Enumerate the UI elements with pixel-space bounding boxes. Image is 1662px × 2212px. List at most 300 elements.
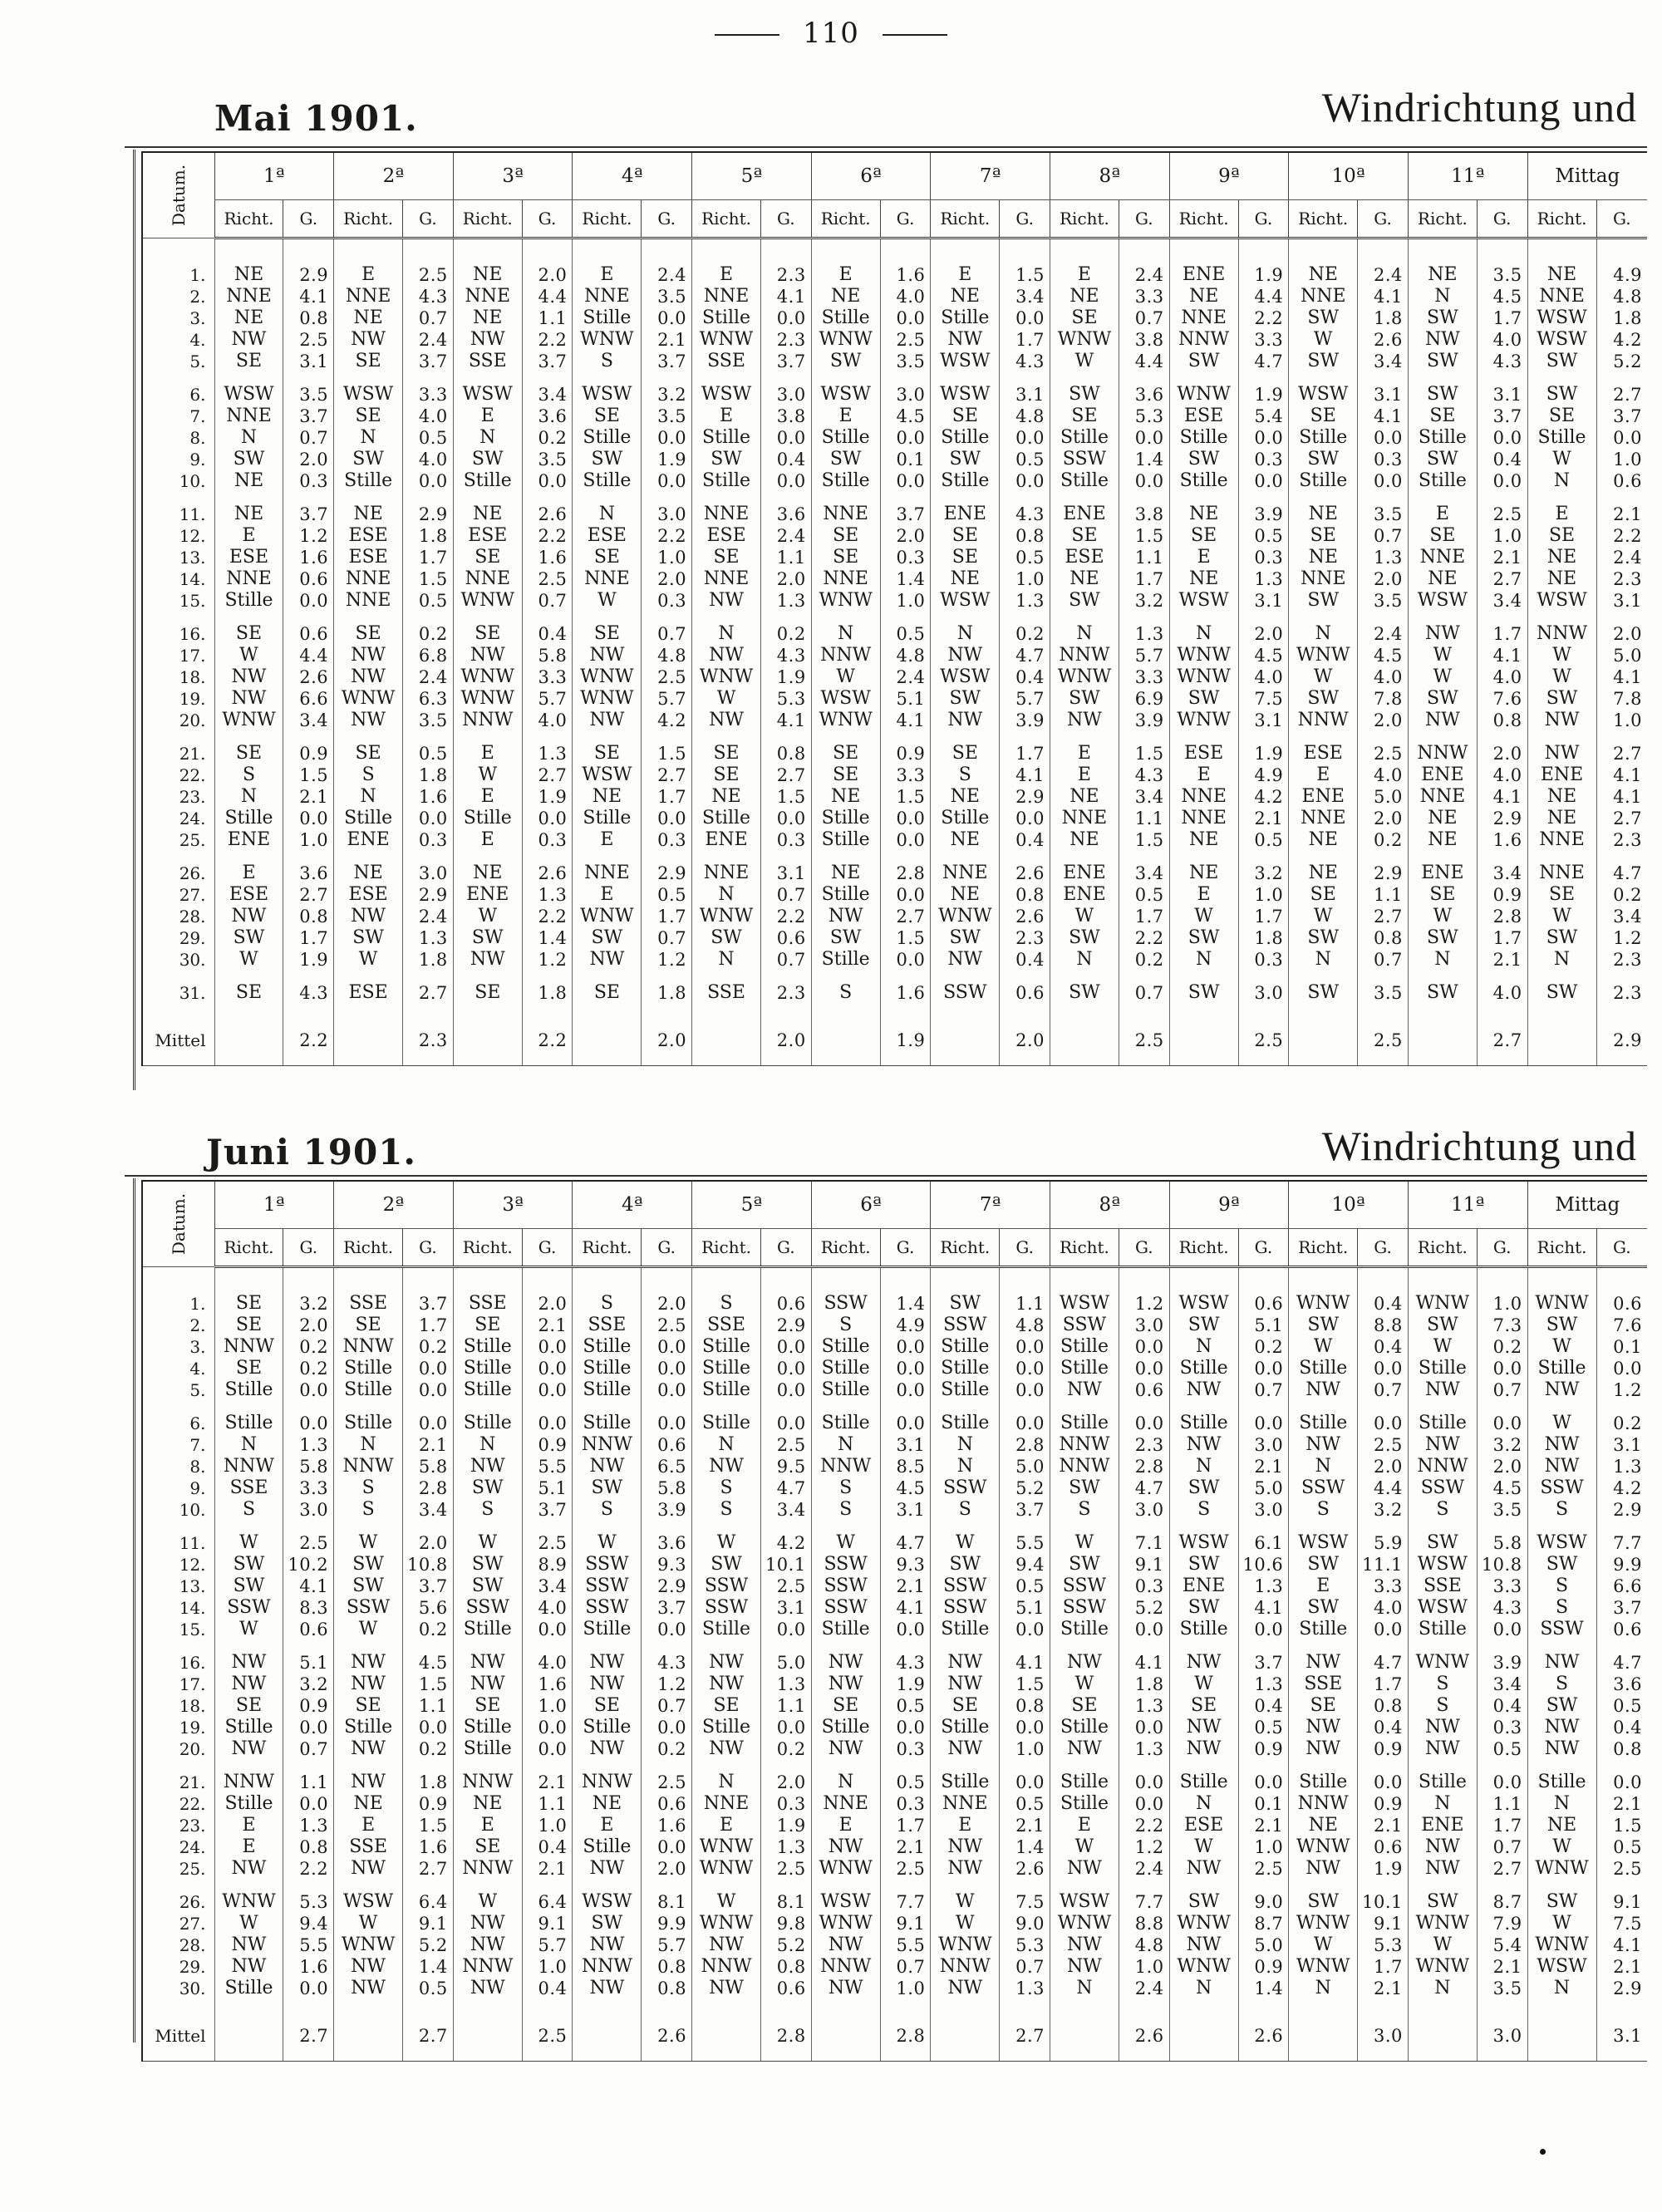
direction-cell: N xyxy=(573,504,642,525)
mittel-value: 2.5 xyxy=(522,2011,573,2062)
direction-cell: NNW xyxy=(1408,1456,1477,1477)
speed-cell: 0.0 xyxy=(642,1836,692,1858)
gap-cell xyxy=(1238,1880,1289,1891)
speed-cell: 1.7 xyxy=(642,786,692,808)
direction-cell: SW xyxy=(1408,927,1477,949)
speed-cell: 0.8 xyxy=(761,743,812,764)
speed-cell: 1.3 xyxy=(283,1815,334,1836)
gap-cell xyxy=(1408,612,1477,623)
direction-cell: Stille xyxy=(1527,427,1596,449)
header-richt: Richt. xyxy=(692,1229,761,1267)
speed-cell: 6.5 xyxy=(642,1456,692,1477)
direction-cell: SSW xyxy=(1050,1315,1119,1336)
gap-cell xyxy=(1238,1401,1289,1413)
speed-cell: 2.4 xyxy=(1119,1858,1169,1880)
mittel-empty xyxy=(214,2011,283,2062)
speed-cell: 2.5 xyxy=(880,329,931,351)
header-datum-label: Datum. xyxy=(168,164,189,227)
spacer-cell xyxy=(811,1267,880,1294)
header-richt: Richt. xyxy=(1169,1229,1238,1267)
direction-cell: Stille xyxy=(931,1379,1000,1401)
direction-cell: NW xyxy=(811,1652,880,1674)
speed-cell: 0.6 xyxy=(761,927,812,949)
speed-cell: 6.1 xyxy=(1238,1532,1289,1554)
spacer-cell xyxy=(642,238,692,265)
direction-cell: NE xyxy=(931,286,1000,307)
speed-cell: 0.0 xyxy=(1477,470,1527,492)
speed-cell: 7.8 xyxy=(1596,688,1647,710)
direction-cell: NW xyxy=(1527,1434,1596,1456)
direction-cell: NE xyxy=(453,504,522,525)
speed-cell: 0.2 xyxy=(761,623,812,645)
direction-cell: Stille xyxy=(811,949,880,971)
speed-cell: 1.6 xyxy=(522,547,573,568)
speed-cell: 5.5 xyxy=(283,1934,334,1956)
direction-cell: E xyxy=(214,863,283,884)
direction-cell: ESE xyxy=(334,525,403,547)
direction-cell: Stille xyxy=(1050,1793,1119,1815)
group-gap xyxy=(142,731,1647,743)
speed-cell: 0.0 xyxy=(642,470,692,492)
direction-cell: N xyxy=(692,1434,761,1456)
speed-cell: 4.0 xyxy=(1358,1597,1409,1619)
date-cell: 1. xyxy=(142,264,214,286)
gap-cell xyxy=(1000,731,1050,743)
direction-cell: NW xyxy=(931,949,1000,971)
direction-cell: NW xyxy=(1169,1434,1238,1456)
speed-cell: 0.0 xyxy=(403,808,454,829)
direction-cell: NW xyxy=(334,329,403,351)
direction-cell: SW xyxy=(1408,688,1477,710)
speed-cell: 1.1 xyxy=(403,1695,454,1717)
direction-cell: NW xyxy=(334,906,403,927)
direction-cell: Stille xyxy=(692,1717,761,1738)
speed-cell: 1.4 xyxy=(1000,1836,1050,1858)
speed-cell: 1.0 xyxy=(880,1978,931,1999)
direction-cell: WSW xyxy=(931,351,1000,372)
group-gap xyxy=(142,1640,1647,1652)
gap-cell xyxy=(1289,971,1358,982)
direction-cell: Stille xyxy=(453,1358,522,1379)
mittel-empty xyxy=(453,2011,522,2062)
gap-cell xyxy=(1000,1004,1050,1015)
direction-cell: ESE xyxy=(573,525,642,547)
header-hour: Mittag xyxy=(1527,152,1647,200)
speed-cell: 0.9 xyxy=(403,1793,454,1815)
speed-cell: 4.8 xyxy=(1000,1315,1050,1336)
speed-cell: 0.5 xyxy=(1000,449,1050,470)
gap-cell xyxy=(453,971,522,982)
direction-cell: WSW xyxy=(1408,1554,1477,1575)
speed-cell: 0.0 xyxy=(1358,427,1409,449)
gap-cell xyxy=(142,1401,214,1413)
gap-cell xyxy=(1408,971,1477,982)
gap-cell xyxy=(1358,612,1409,623)
speed-cell: 0.2 xyxy=(403,1619,454,1640)
speed-cell: 0.0 xyxy=(283,1793,334,1815)
dash-left xyxy=(715,34,779,36)
speed-cell: 1.8 xyxy=(403,764,454,786)
direction-cell: WNW xyxy=(692,1836,761,1858)
direction-cell: ENE xyxy=(1289,786,1358,808)
speed-cell: 9.9 xyxy=(1596,1554,1647,1575)
gap-cell xyxy=(1119,1004,1169,1015)
speed-cell: 5.7 xyxy=(522,1934,573,1956)
direction-cell: WNW xyxy=(692,1858,761,1880)
gap-cell xyxy=(811,1401,880,1413)
direction-cell: SW xyxy=(334,927,403,949)
mittel-empty xyxy=(573,1015,642,1066)
speed-cell: 2.0 xyxy=(761,568,812,590)
direction-cell: NE xyxy=(1169,829,1238,851)
speed-cell: 0.7 xyxy=(1238,1379,1289,1401)
speed-cell: 0.7 xyxy=(1477,1836,1527,1858)
direction-cell: SW xyxy=(1289,1315,1358,1336)
direction-cell: Stille xyxy=(811,1379,880,1401)
direction-cell: ESE xyxy=(214,547,283,568)
direction-cell: NE xyxy=(1050,786,1119,808)
gap-cell xyxy=(403,492,454,504)
speed-cell: 2.4 xyxy=(1596,547,1647,568)
speed-cell: 3.6 xyxy=(761,504,812,525)
speed-cell: 1.6 xyxy=(403,1836,454,1858)
speed-cell: 3.9 xyxy=(642,1499,692,1521)
gap-cell xyxy=(573,731,642,743)
speed-cell: 10.1 xyxy=(761,1554,812,1575)
speed-cell: 1.5 xyxy=(283,764,334,786)
group-gap xyxy=(142,1521,1647,1532)
direction-cell: NW xyxy=(573,1978,642,1999)
direction-cell: Stille xyxy=(1408,1619,1477,1640)
speed-cell: 1.3 xyxy=(403,927,454,949)
speed-cell: 0.4 xyxy=(522,623,573,645)
gap-cell xyxy=(1238,1999,1289,2011)
speed-cell: 0.0 xyxy=(880,1717,931,1738)
gap-cell xyxy=(1596,731,1647,743)
direction-cell: WSW xyxy=(1527,307,1596,329)
gap-cell xyxy=(1238,1640,1289,1652)
speed-cell: 4.0 xyxy=(522,710,573,731)
header-hour: 9ª xyxy=(1169,152,1289,200)
direction-cell: NE xyxy=(1289,1815,1358,1836)
direction-cell: SW xyxy=(1169,1477,1238,1499)
direction-cell: WSW xyxy=(811,1891,880,1913)
speed-cell: 2.8 xyxy=(1119,1456,1169,1477)
spacer-cell xyxy=(283,238,334,265)
header-g: G. xyxy=(642,200,692,238)
direction-cell: NNE xyxy=(692,863,761,884)
speed-cell: 3.9 xyxy=(1238,504,1289,525)
direction-cell: N xyxy=(1169,623,1238,645)
speed-cell: 0.0 xyxy=(522,1336,573,1358)
gap-cell xyxy=(453,612,522,623)
gap-cell xyxy=(642,1880,692,1891)
direction-cell: Stille xyxy=(214,1413,283,1434)
speed-cell: 8.8 xyxy=(1119,1913,1169,1934)
direction-cell: Stille xyxy=(1169,1619,1238,1640)
direction-cell: SE xyxy=(1050,406,1119,427)
speed-cell: 0.3 xyxy=(1358,449,1409,470)
direction-cell: NE xyxy=(214,470,283,492)
speed-cell: 2.1 xyxy=(522,1315,573,1336)
gap-cell xyxy=(811,851,880,863)
direction-cell: ESE xyxy=(214,884,283,906)
gap-cell xyxy=(573,1401,642,1413)
direction-cell: Stille xyxy=(573,1379,642,1401)
direction-cell: NNE xyxy=(811,504,880,525)
gap-cell xyxy=(642,1760,692,1772)
direction-cell: NNW xyxy=(811,1456,880,1477)
gap-cell xyxy=(1000,1401,1050,1413)
gap-cell xyxy=(1289,1521,1358,1532)
header-richt: Richt. xyxy=(1527,200,1596,238)
direction-cell: SE xyxy=(1050,307,1119,329)
direction-cell: NNE xyxy=(931,863,1000,884)
speed-cell: 7.5 xyxy=(1596,1913,1647,1934)
direction-cell: W xyxy=(1408,906,1477,927)
direction-cell: SSW xyxy=(1050,1575,1119,1597)
gap-cell xyxy=(1050,612,1119,623)
speed-cell: 2.7 xyxy=(1596,743,1647,764)
direction-cell: SW xyxy=(453,1575,522,1597)
direction-cell: SSW xyxy=(573,1554,642,1575)
speed-cell: 5.7 xyxy=(1119,645,1169,666)
speed-cell: 1.3 xyxy=(761,1674,812,1695)
dash-right xyxy=(883,34,947,36)
speed-cell: 1.9 xyxy=(1358,1858,1409,1880)
table-row xyxy=(142,1499,1647,1521)
direction-cell: NE xyxy=(1289,863,1358,884)
direction-cell: SSW xyxy=(1289,1477,1358,1499)
direction-cell: W xyxy=(1289,906,1358,927)
direction-cell: SSE xyxy=(1289,1674,1358,1695)
direction-cell: N xyxy=(1408,1978,1477,1999)
direction-cell: NW xyxy=(692,710,761,731)
direction-cell: SE xyxy=(1527,884,1596,906)
mittel-empty xyxy=(453,1015,522,1066)
direction-cell: ENE xyxy=(1050,504,1119,525)
speed-cell: 9.4 xyxy=(283,1913,334,1934)
gap-cell xyxy=(811,492,880,504)
speed-cell: 5.1 xyxy=(283,1652,334,1674)
speed-cell: 3.5 xyxy=(1358,504,1409,525)
direction-cell: S xyxy=(1169,1499,1238,1521)
speed-cell: 0.0 xyxy=(403,1379,454,1401)
speed-cell: 2.0 xyxy=(1358,568,1409,590)
direction-cell: SE xyxy=(453,547,522,568)
speed-cell: 2.5 xyxy=(283,1532,334,1554)
speed-cell: 6.9 xyxy=(1119,688,1169,710)
gap-cell xyxy=(453,1640,522,1652)
date-cell: 6. xyxy=(142,384,214,406)
group-gap xyxy=(142,372,1647,384)
speed-cell: 0.3 xyxy=(761,829,812,851)
speed-cell: 1.4 xyxy=(403,1956,454,1978)
spacer-cell xyxy=(334,238,403,265)
gap-cell xyxy=(880,372,931,384)
speed-cell: 2.9 xyxy=(642,1575,692,1597)
direction-cell: Stille xyxy=(811,808,880,829)
speed-cell: 0.0 xyxy=(283,808,334,829)
gap-cell xyxy=(142,1999,214,2011)
speed-cell: 0.0 xyxy=(880,1358,931,1379)
speed-cell: 4.8 xyxy=(1119,1934,1169,1956)
direction-cell: SSE xyxy=(1408,1575,1477,1597)
spacer-cell xyxy=(1477,238,1527,265)
direction-cell: N xyxy=(1169,1793,1238,1815)
direction-cell: NE xyxy=(931,568,1000,590)
mittel-label: Mittel xyxy=(142,1015,214,1066)
speed-cell: 2.1 xyxy=(1358,1978,1409,1999)
speed-cell: 5.2 xyxy=(1596,351,1647,372)
speed-cell: 2.1 xyxy=(522,1772,573,1793)
page-number-text: 110 xyxy=(803,17,859,50)
gap-cell xyxy=(931,1521,1000,1532)
gap-cell xyxy=(1358,1880,1409,1891)
direction-cell: NW xyxy=(1169,1738,1238,1760)
gap-cell xyxy=(1408,1640,1477,1652)
speed-cell: 1.5 xyxy=(403,1815,454,1836)
speed-cell: 0.7 xyxy=(1358,525,1409,547)
speed-cell: 1.3 xyxy=(761,1836,812,1858)
header-g: G. xyxy=(761,200,812,238)
speed-cell: 3.4 xyxy=(403,1499,454,1521)
direction-cell: SE xyxy=(692,764,761,786)
direction-cell: S xyxy=(573,1293,642,1315)
direction-cell: WNW xyxy=(214,1891,283,1913)
direction-cell: SE xyxy=(931,406,1000,427)
table-row xyxy=(142,547,1647,568)
speed-cell: 4.0 xyxy=(1358,764,1409,786)
header-datum-label: Datum. xyxy=(168,1192,189,1256)
speed-cell: 5.1 xyxy=(1000,1597,1050,1619)
speed-cell: 2.7 xyxy=(522,764,573,786)
speed-cell: 0.3 xyxy=(1477,1717,1527,1738)
speed-cell: 2.1 xyxy=(880,1575,931,1597)
gap-cell xyxy=(692,851,761,863)
direction-cell: NE xyxy=(1527,1815,1596,1836)
date-cell: 24. xyxy=(142,1836,214,1858)
speed-cell: 3.7 xyxy=(1596,406,1647,427)
direction-cell: SE xyxy=(573,547,642,568)
speed-cell: 3.9 xyxy=(1119,710,1169,731)
gap-cell xyxy=(522,851,573,863)
header-hour: 3ª xyxy=(453,1181,573,1229)
speed-cell: 0.6 xyxy=(283,568,334,590)
direction-cell: WSW xyxy=(811,384,880,406)
speed-cell: 3.1 xyxy=(1358,384,1409,406)
direction-cell: ENE xyxy=(1169,264,1238,286)
date-cell: 10. xyxy=(142,1499,214,1521)
table-row xyxy=(142,1772,1647,1793)
direction-cell: N xyxy=(1169,1336,1238,1358)
direction-cell: NNE xyxy=(1289,568,1358,590)
direction-cell: SSW xyxy=(931,1575,1000,1597)
date-cell: 20. xyxy=(142,1738,214,1760)
spacer-cell xyxy=(1000,1267,1050,1294)
direction-cell: NE xyxy=(811,863,880,884)
speed-cell: 3.7 xyxy=(642,351,692,372)
section-title-juni: Windrichtung und xyxy=(1321,1123,1637,1169)
spacer-cell xyxy=(1238,238,1289,265)
date-cell: 23. xyxy=(142,1815,214,1836)
speed-cell: 3.1 xyxy=(761,863,812,884)
speed-cell: 3.2 xyxy=(283,1674,334,1695)
direction-cell: Stille xyxy=(334,1413,403,1434)
date-cell: 3. xyxy=(142,1336,214,1358)
direction-cell: NNE xyxy=(1289,286,1358,307)
speed-cell: 0.0 xyxy=(642,808,692,829)
direction-cell: NNE xyxy=(214,286,283,307)
direction-cell: NW xyxy=(692,1978,761,1999)
direction-cell: N xyxy=(931,1434,1000,1456)
direction-cell: NE xyxy=(1169,504,1238,525)
speed-cell: 1.9 xyxy=(761,666,812,688)
gap-cell xyxy=(214,372,283,384)
speed-cell: 2.3 xyxy=(761,264,812,286)
gap-cell xyxy=(214,1999,283,2011)
speed-cell: 4.1 xyxy=(880,1597,931,1619)
speed-cell: 2.0 xyxy=(522,264,573,286)
direction-cell: SW xyxy=(1169,1597,1238,1619)
gap-cell xyxy=(522,1401,573,1413)
speed-cell: 0.7 xyxy=(761,949,812,971)
direction-cell: NW xyxy=(1289,1858,1358,1880)
direction-cell: Stille xyxy=(811,1336,880,1358)
header-g: G. xyxy=(1596,1229,1647,1267)
gap-cell xyxy=(1596,851,1647,863)
speed-cell: 5.3 xyxy=(1000,1934,1050,1956)
direction-cell: NW xyxy=(214,1738,283,1760)
direction-cell: ESE xyxy=(334,884,403,906)
direction-cell: NW xyxy=(573,645,642,666)
speed-cell: 0.6 xyxy=(1596,1619,1647,1640)
direction-cell: NW xyxy=(931,645,1000,666)
direction-cell: SW xyxy=(811,351,880,372)
group-gap xyxy=(142,1999,1647,2011)
gap-cell xyxy=(1527,492,1596,504)
direction-cell: Stille xyxy=(692,1336,761,1358)
direction-cell: N xyxy=(931,623,1000,645)
mittel-value: 2.5 xyxy=(1358,1015,1409,1066)
speed-cell: 0.0 xyxy=(1119,1358,1169,1379)
gap-cell xyxy=(573,851,642,863)
direction-cell: W xyxy=(214,645,283,666)
direction-cell: Stille xyxy=(214,1717,283,1738)
direction-cell: NW xyxy=(1527,710,1596,731)
speed-cell: 2.5 xyxy=(403,264,454,286)
direction-cell: NNE xyxy=(1169,786,1238,808)
direction-cell: W xyxy=(1050,351,1119,372)
speed-cell: 4.2 xyxy=(642,710,692,731)
speed-cell: 0.0 xyxy=(1477,1358,1527,1379)
direction-cell: SW xyxy=(1169,982,1238,1004)
speed-cell: 3.0 xyxy=(403,863,454,884)
mittel-value: 3.0 xyxy=(1358,2011,1409,2062)
speed-cell: 2.1 xyxy=(880,1836,931,1858)
table-row xyxy=(142,1652,1647,1674)
date-cell: 4. xyxy=(142,1358,214,1379)
table-row xyxy=(142,351,1647,372)
month-title-juni: Juni 1901. xyxy=(206,1132,417,1172)
direction-cell: ENE xyxy=(453,884,522,906)
direction-cell: Stille xyxy=(1050,1358,1119,1379)
direction-cell: WNW xyxy=(931,1934,1000,1956)
date-cell: 18. xyxy=(142,1695,214,1717)
mittel-value: 2.2 xyxy=(522,1015,573,1066)
header-hours-row xyxy=(142,1181,1647,1229)
direction-cell: NE xyxy=(1289,547,1358,568)
